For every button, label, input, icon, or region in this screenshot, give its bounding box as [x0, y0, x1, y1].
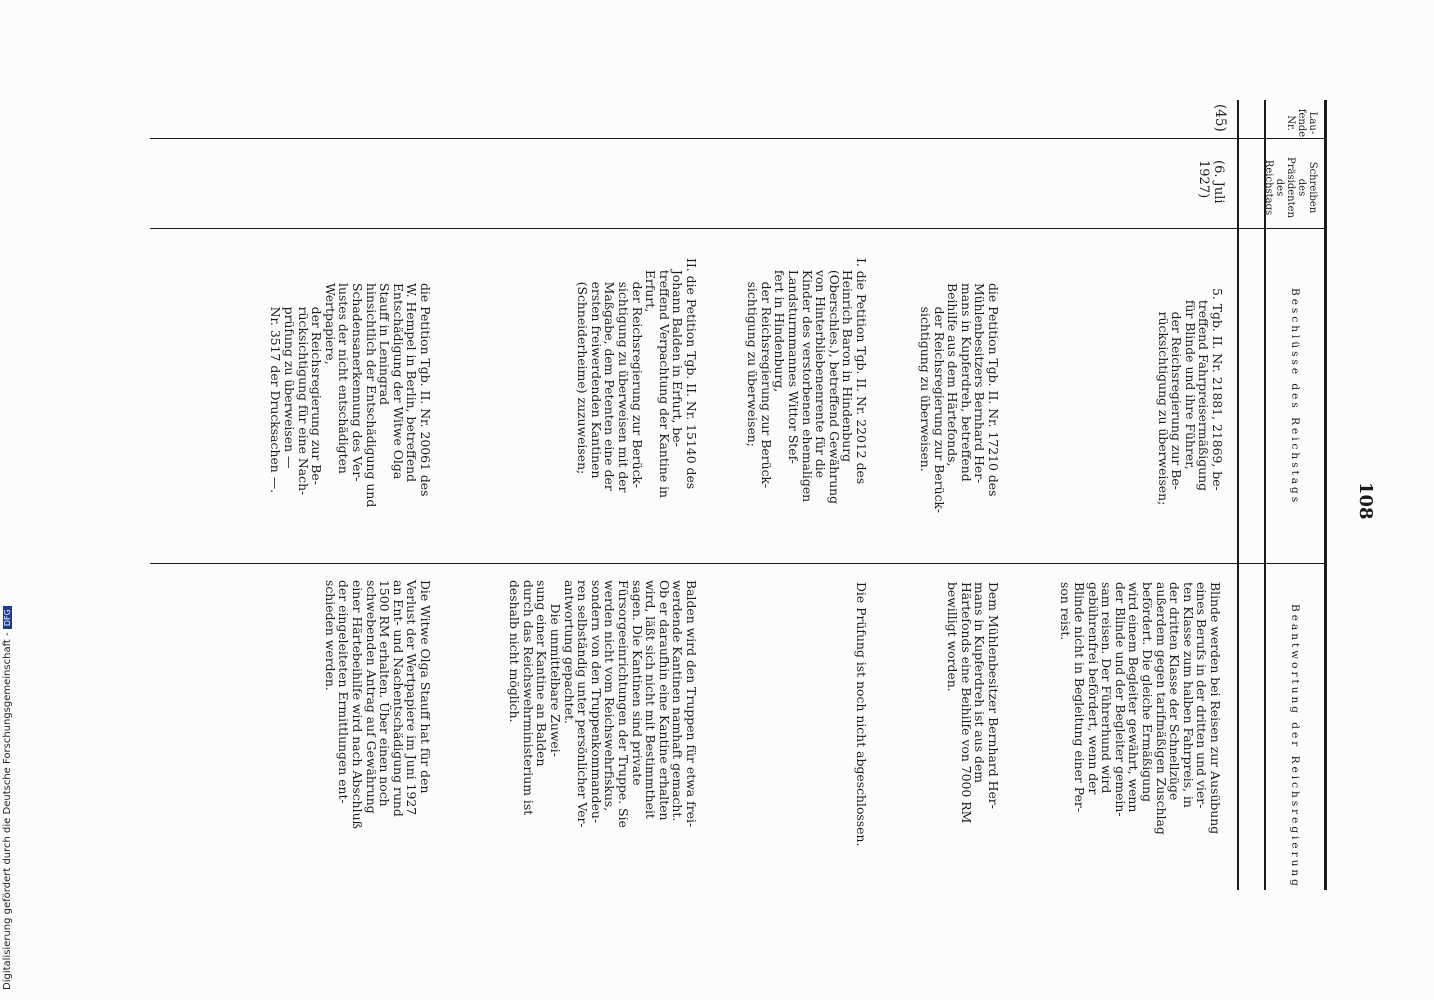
- answer-blind-fares: Blinde werden bei Reisen zur Ausübung eines Berufs in der dritten und vier- ten Klasse zum halben Fahrpreis, in der dritten Klasse der Schnellzüge außerdem gegen tarifmäßigen Zuschlag befördert. Die gleiche Ermäßigung wird einem Begleiter gewährt, wenn der Blinde und der Begleiter gemein- sam reisen. Der Führerhund wird gebührenfrei befördert, wenn der Blinde nicht in Begleitung einer Per- son reist.: [1058, 582, 1223, 835]
- answer-hermans: Dem Mühlenbesitzer Bernhard Her- mans in Kupferdreh ist aus dem Härtefonds eine Beihilfe von 7000 RM bewilligt worden.: [945, 582, 1001, 824]
- header-president-letter: Schreiben des Präsidenten des Reichstags: [1263, 157, 1318, 218]
- page-number: 108: [1355, 482, 1376, 520]
- dfg-logo: DFG: [3, 606, 12, 629]
- resolution-petition-hempel: die Petition Tgb. II. Nr. 20061 des W. Hempel in Berlin, betreffend Entschädigung der Witwe Olga Stauff in Leningrad hinsichtlich der Entschädigung und Schadensanerkennung des Ver- lustes der nicht entschädigten Wertpapiere, der Reichsregierung zur Be- rücksichtigung für eine Nach- prüfung zu überweisen — Nr. 3517 der Drucksachen —.: [268, 283, 433, 508]
- resolution-petition-hermans: die Petition Tgb. II. Nr. 17210 des Mühlenbesitzers Bernhard Her- mans in Kupferdreh, betreffend Beihilfe aus dem Härtefonds, der Reichsregierung zur Berück- sichtigung zu überweisen.: [918, 283, 1001, 514]
- header-running-number: Lau- fende Nr.: [1285, 108, 1318, 138]
- answer-balden: Balden wird den Truppen für etwa frei- werdende Kantinen namhaft gemacht. Ob er daraufhin eine Kantine erhalten wird, läßt sich nicht mit Bestimmtheit sagen. Die Kantinen sind private Fürsorgeeinrichtungen der Truppe. Sie werden nicht vom Reichswehrfiskus, sondern von den Truppenkommandeu- ren selbständig unter persönlicher Ver- antwortung gepachtet. Die unmittelbare Zuwei- sung einer Kantine an Balden durch das Reichswehrministerium ist deshalb nicht möglich.: [507, 580, 699, 828]
- resolution-petition-balden: II. die Petition Tgb. II. Nr. 15140 des Johann Balden in Erfurt, be- treffend Verpachtung der Kantine in Erfurt, der Reichsregierung zur Berück- sichtigung zu überweisen mit der Maßgabe, dem Petenten eine der ersten freiwerdenden Kantinen (Schneiderheime) zuzuweisen;: [575, 258, 699, 499]
- digitization-footer: [2, 602, 13, 990]
- resolution-petition-baron: I. die Petition Tgb. II. Nr. 22012 des Heinrich Baron in Hindenburg (Oberschles.), betreffend Gewährung von Hinterbliebenenrente für die Kinder des verstorbenen ehemaligen Landsturmmannes Wittor Stef- fert in Hindenburg, der Reichsregierung zur Berück- sichtigung zu überweisen;: [745, 258, 869, 505]
- column-separator-2: [150, 228, 1326, 229]
- header-top-rule: [1324, 100, 1327, 890]
- answer-stauff: Die Witwe Olga Stauff hat für den Verlust der Wertpapiere im Juni 1927 an Ent- und Nachentschädigung rund 1500 RM erhalten. Über einen noch schwebenden Antrag auf Gewährung einer Härtebeihilfe wird nach Abschluß der eingeleiteten Ermittlungen ent- schieden werden.: [322, 580, 433, 829]
- entry-date: (6. Juli 1927): [1196, 160, 1226, 204]
- footer-text: Digitalisierung gefördert durch die Deutsche Forschungsgemeinschaft -: [2, 632, 13, 990]
- answer-baron: Die Prüfung ist noch nicht abgeschlossen.: [854, 582, 869, 847]
- resolution-item-5: 5. Tgb. II. Nr. 21881, 21869, be- treffend Fahrpreisermäßigung für Blinde und ihre Führer, der Reichsregierung zur Be- rücksichtigung zu überweisen;: [1155, 288, 1225, 506]
- column-separator-3: [150, 563, 1326, 564]
- header-government-answer: Beantwortung der Reichsregierung: [1289, 604, 1301, 889]
- header-inner-rule: [1237, 100, 1239, 890]
- entry-number: (45): [1212, 104, 1228, 132]
- header-reichstag-resolutions: Beschlüsse des Reichstags: [1289, 288, 1301, 506]
- column-separator-1: [150, 138, 1326, 139]
